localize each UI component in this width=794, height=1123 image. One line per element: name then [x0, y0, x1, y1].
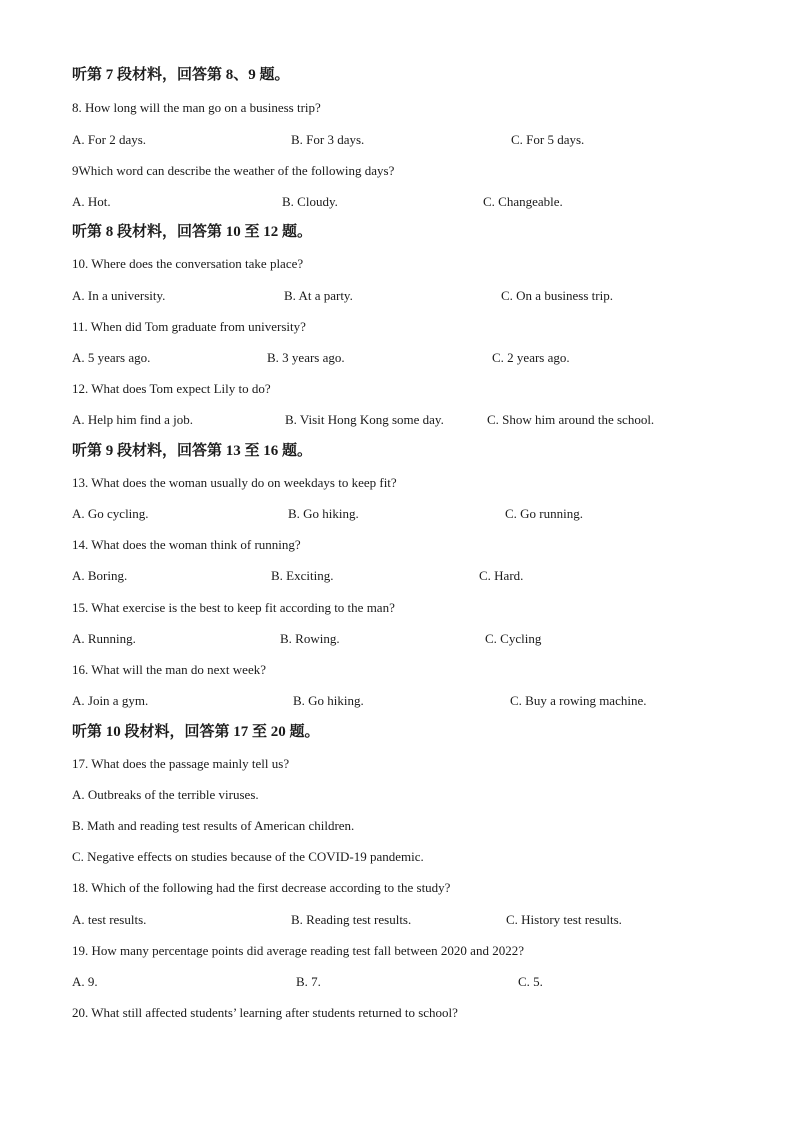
q17-option-a: A. Outbreaks of the terrible viruses. — [72, 787, 259, 802]
q18-option-c: C. History test results. — [506, 912, 622, 927]
q8-option-c: C. For 5 days. — [511, 132, 585, 147]
q19-option-b: B. 7. — [296, 974, 321, 989]
q14-option-a: A. Boring. — [72, 568, 128, 583]
q11-option-b: B. 3 years ago. — [267, 350, 345, 365]
question-13: 13. What does the woman usually do on weekdays to keep fit? — [72, 475, 397, 490]
q10-option-c: C. On a business trip. — [501, 288, 613, 303]
q10-option-a: A. In a university. — [72, 288, 166, 303]
q17-option-b: B. Math and reading test results of American children. — [72, 818, 355, 833]
q16-option-a: A. Join a gym. — [72, 693, 149, 708]
q16-option-c: C. Buy a rowing machine. — [510, 693, 647, 708]
q15-option-a: A. Running. — [72, 631, 136, 646]
question-11: 11. When did Tom graduate from university? — [72, 319, 306, 334]
question-17: 17. What does the passage mainly tell us? — [72, 756, 290, 771]
question-8: 8. How long will the man go on a business trip? — [72, 100, 321, 115]
section-header: 听第 8 段材料，回答第 10 至 12 题。 — [72, 224, 313, 240]
q19-option-c: C. 5. — [518, 974, 543, 989]
q12-option-b: B. Visit Hong Kong some day. — [285, 412, 444, 427]
question-14: 14. What does the woman think of running? — [72, 537, 301, 552]
q9-option-a: A. Hot. — [72, 194, 111, 209]
question-19: 19. How many percentage points did average reading test fall between 2020 and 2022? — [72, 943, 524, 958]
q13-option-a: A. Go cycling. — [72, 506, 149, 521]
q10-option-b: B. At a party. — [284, 288, 353, 303]
question-20: 20. What still affected students’ learning after students returned to school? — [72, 1005, 458, 1020]
q11-option-c: C. 2 years ago. — [492, 350, 570, 365]
q12-option-c: C. Show him around the school. — [487, 412, 655, 427]
question-9: 9Which word can describe the weather of the following days? — [72, 163, 395, 178]
question-15: 15. What exercise is the best to keep fit according to the man? — [72, 600, 395, 615]
q15-option-c: C. Cycling — [485, 631, 542, 646]
section-header: 听第 10 段材料，回答第 17 至 20 题。 — [72, 724, 320, 740]
question-10: 10. Where does the conversation take place? — [72, 256, 304, 271]
q9-option-b: B. Cloudy. — [282, 194, 338, 209]
q19-option-a: A. 9. — [72, 974, 98, 989]
q9-option-c: C. Changeable. — [483, 194, 563, 209]
q12-option-a: A. Help him find a job. — [72, 412, 193, 427]
q17-option-c: C. Negative effects on studies because of the COVID-19 pandemic. — [72, 849, 424, 864]
question-18: 18. Which of the following had the first decrease according to the study? — [72, 880, 451, 895]
q8-option-a: A. For 2 days. — [72, 132, 147, 147]
q8-option-b: B. For 3 days. — [291, 132, 365, 147]
q14-option-b: B. Exciting. — [271, 568, 334, 583]
question-12: 12. What does Tom expect Lily to do? — [72, 381, 271, 396]
q18-option-b: B. Reading test results. — [291, 912, 412, 927]
section-header: 听第 7 段材料，回答第 8、9 题。 — [72, 67, 290, 83]
question-16: 16. What will the man do next week? — [72, 662, 266, 677]
section-header: 听第 9 段材料，回答第 13 至 16 题。 — [72, 443, 313, 459]
q11-option-a: A. 5 years ago. — [72, 350, 151, 365]
q13-option-b: B. Go hiking. — [288, 506, 359, 521]
q18-option-a: A. test results. — [72, 912, 147, 927]
q16-option-b: B. Go hiking. — [293, 693, 364, 708]
q15-option-b: B. Rowing. — [280, 631, 340, 646]
q13-option-c: C. Go running. — [505, 506, 583, 521]
q14-option-c: C. Hard. — [479, 568, 524, 583]
